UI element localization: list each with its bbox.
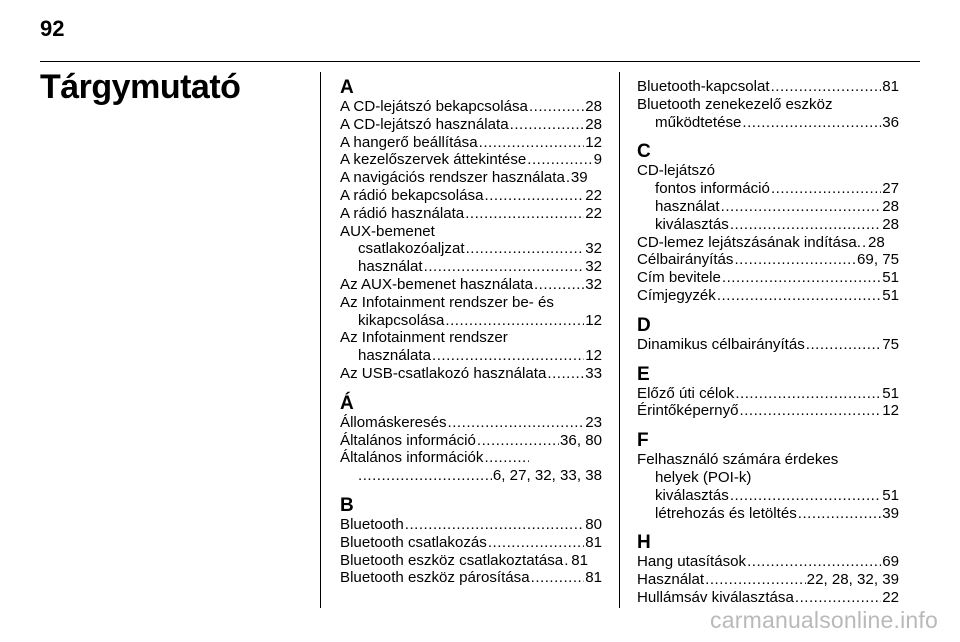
section-letter-f: F xyxy=(637,430,649,452)
index-subentry[interactable]: csatlakozóaljzat ..... 32 xyxy=(340,240,602,258)
index-heading: CD-lejátszó xyxy=(637,162,716,180)
index-entry[interactable]: Az AUX-bemenet használata ..... 32 xyxy=(340,276,602,294)
index-entry[interactable]: Dinamikus célbairányítás ..... 75 xyxy=(637,336,899,354)
index-entry[interactable]: Érintőképernyő ..... 12 xyxy=(637,402,899,420)
index-subentry[interactable]: ..... 6, 27, 32, 33, 38 xyxy=(340,467,602,485)
index-heading: Bluetooth zenekezelő eszköz xyxy=(637,95,833,113)
index-entry[interactable]: Használat ..... 22, 28, 32, 39 xyxy=(637,571,899,589)
column-divider-left xyxy=(320,72,321,608)
index-subentry[interactable]: használat ..... 32 xyxy=(340,258,602,276)
section-letter-b: B xyxy=(340,494,354,516)
index-subentry[interactable]: kiválasztás ..... 28 xyxy=(637,216,899,234)
index-column-2 xyxy=(637,78,899,607)
section-letter-a: A xyxy=(340,77,354,98)
index-entry[interactable]: Címjegyzék ..... 51 xyxy=(637,287,899,305)
index-entry[interactable]: Cím bevitele ..... 51 xyxy=(637,269,899,287)
index-entry[interactable]: Célbairányítás ..... 69, 75 xyxy=(637,251,899,269)
index-entry[interactable]: Bluetooth eszköz csatlakoztatása ..... 81 xyxy=(340,552,602,570)
index-column-1 xyxy=(340,78,602,587)
index-subentry[interactable]: használat ..... 28 xyxy=(637,198,899,216)
index-entry[interactable]: A navigációs rendszer használata ..... 39 xyxy=(340,169,602,187)
index-subentry[interactable]: kikapcsolása ..... 12 xyxy=(340,312,602,330)
index-subentry[interactable]: használata ..... 12 xyxy=(340,347,602,365)
index-entry[interactable]: Állomáskeresés ..... 23 xyxy=(340,414,602,432)
index-subentry[interactable]: kiválasztás ..... 51 xyxy=(637,487,899,505)
section-letter-e: E xyxy=(637,363,650,385)
index-heading: Az Infotainment rendszer xyxy=(340,329,508,347)
section-letter-a-acute: Á xyxy=(340,392,354,414)
index-entry[interactable]: Hullámsáv kiválasztása ..... 22 xyxy=(637,589,899,607)
index-heading: AUX-bemenet xyxy=(340,222,435,240)
index-entry[interactable]: CD-lemez lejátszásának indítása. ..... 28 xyxy=(637,234,899,252)
index-subentry[interactable]: fontos információ ..... 27 xyxy=(637,180,899,198)
index-heading: Az Infotainment rendszer be- és xyxy=(340,293,554,311)
index-entry[interactable]: A hangerő beállítása ..... 12 xyxy=(340,134,602,152)
index-entry[interactable]: A kezelőszervek áttekintése ..... 9 xyxy=(340,151,602,169)
page-number: 92 xyxy=(40,16,65,41)
index-entry[interactable]: A rádió bekapcsolása ..... 22 xyxy=(340,187,602,205)
index-entry[interactable]: Bluetooth eszköz párosítása ..... 81 xyxy=(340,569,602,587)
section-letter-c: C xyxy=(637,141,651,163)
index-subentry[interactable]: létrehozás és letöltés ..... 39 xyxy=(637,505,899,523)
index-entry[interactable]: A CD-lejátszó bekapcsolása ..... 28 xyxy=(340,98,602,116)
index-entry[interactable]: Bluetooth ..... 80 xyxy=(340,516,602,534)
index-entry[interactable]: Hang utasítások ..... 69 xyxy=(637,553,899,571)
index-heading: helyek (POI-k) xyxy=(655,468,752,486)
index-entry[interactable]: Előző úti célok ..... 51 xyxy=(637,385,899,403)
index-entry[interactable]: Általános információk ..... xyxy=(340,449,530,467)
index-entry[interactable]: Bluetooth csatlakozás ..... 81 xyxy=(340,534,602,552)
page-title: Tárgymutató xyxy=(40,68,241,106)
index-entry[interactable]: A CD-lejátszó használata ..... 28 xyxy=(340,116,602,134)
section-letter-d: D xyxy=(637,314,651,336)
index-entry[interactable]: Általános információ ..... 36, 80 xyxy=(340,432,602,450)
index-entry[interactable]: Az USB-csatlakozó használata ..... 33 xyxy=(340,365,602,383)
index-heading: Felhasználó számára érdekes xyxy=(637,451,839,469)
section-letter-h: H xyxy=(637,532,651,554)
index-entry[interactable]: Bluetooth-kapcsolat ..... 81 xyxy=(637,78,899,96)
watermark: carmanualsonline.info xyxy=(710,607,938,633)
column-divider-right xyxy=(619,72,620,608)
header-rule xyxy=(40,61,920,62)
index-subentry[interactable]: működtetése ..... 36 xyxy=(637,114,899,132)
index-entry[interactable]: A rádió használata ..... 22 xyxy=(340,205,602,223)
